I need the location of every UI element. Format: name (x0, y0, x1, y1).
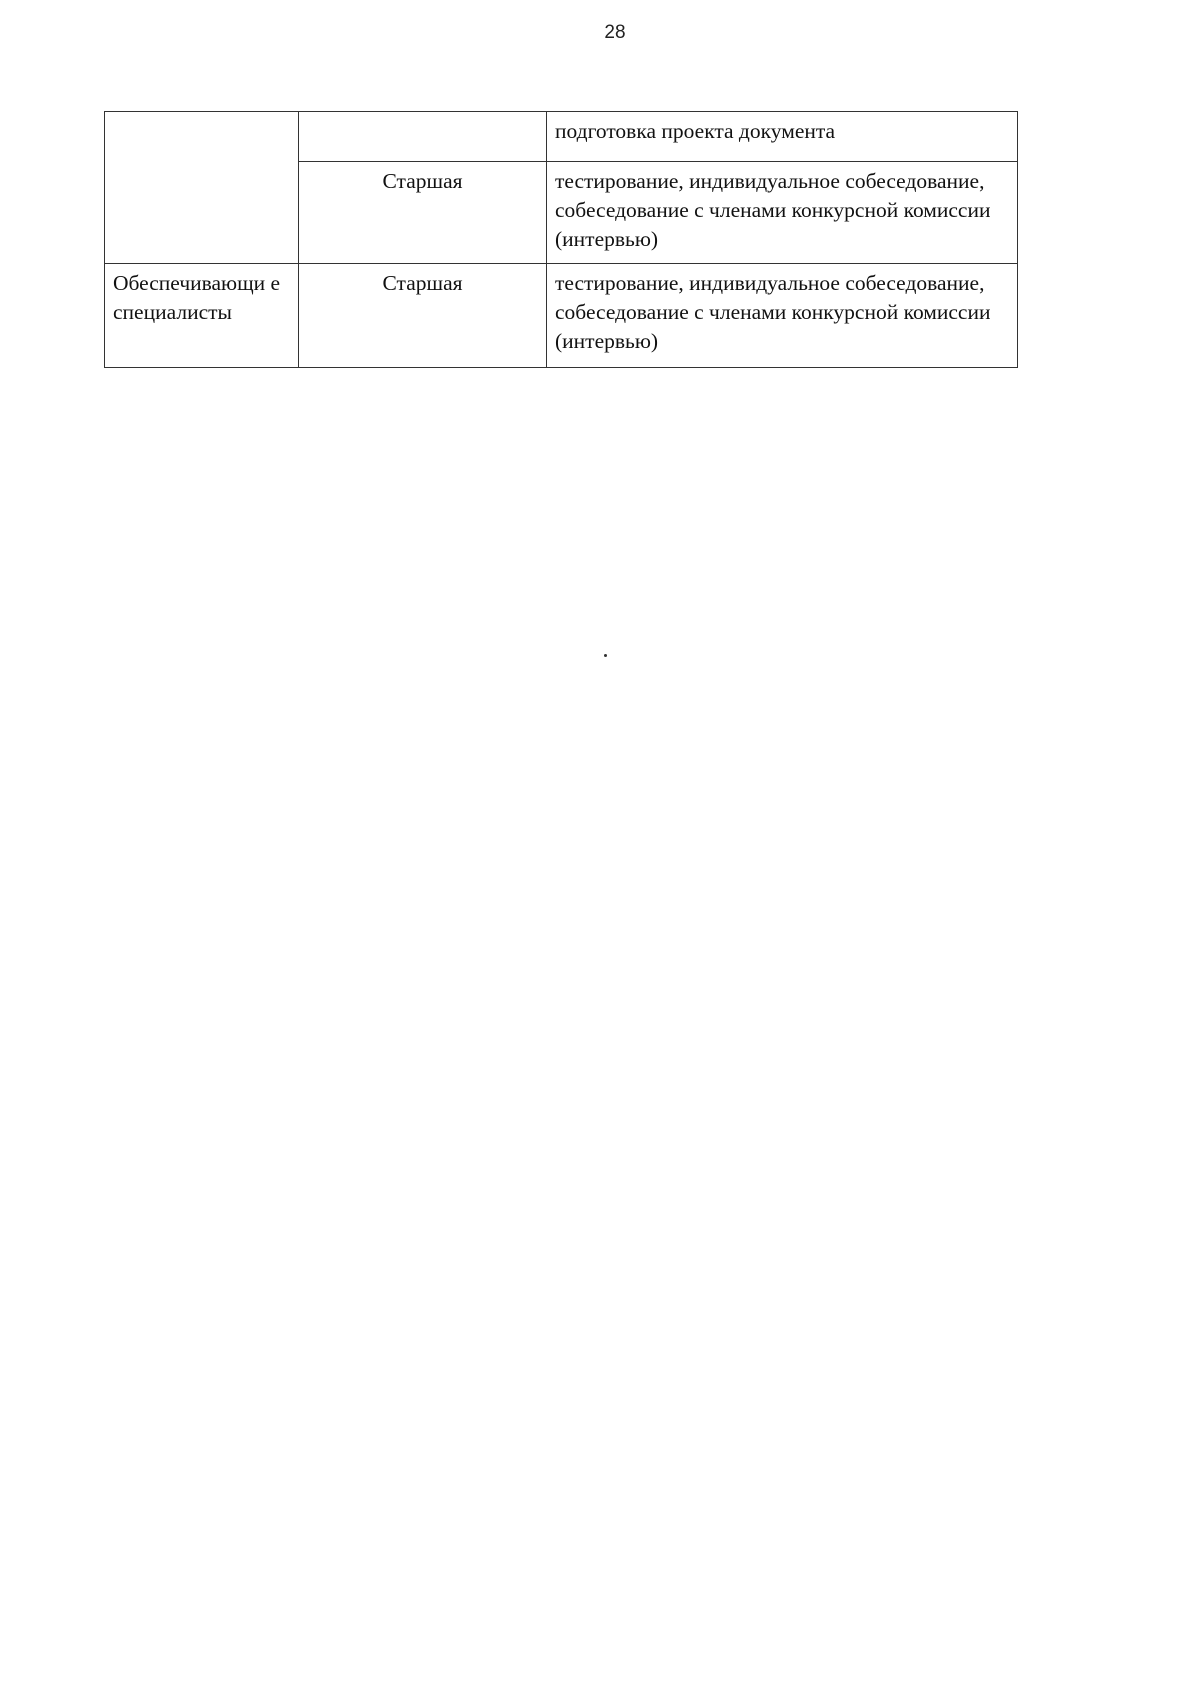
methods-cell: тестирование, индивидуальное собеседование, собеседование с членами конкурсной комиссии (интервью) (547, 162, 1018, 264)
selection-methods-table (104, 111, 1018, 368)
table-row (105, 112, 1018, 162)
scan-speck (604, 654, 607, 657)
group-cell (299, 112, 547, 162)
group-cell: Старшая (299, 162, 547, 264)
page-number: 28 (604, 22, 626, 43)
category-cell (105, 112, 299, 264)
group-cell: Старшая (299, 264, 547, 368)
table-row (105, 264, 1018, 368)
methods-cell: тестирование, индивидуальное собеседование, собеседование с членами конкурсной комиссии (интервью) (547, 264, 1018, 368)
category-cell: Обеспечивающи е специалисты (105, 264, 299, 368)
methods-cell: подготовка проекта документа (547, 112, 1018, 162)
